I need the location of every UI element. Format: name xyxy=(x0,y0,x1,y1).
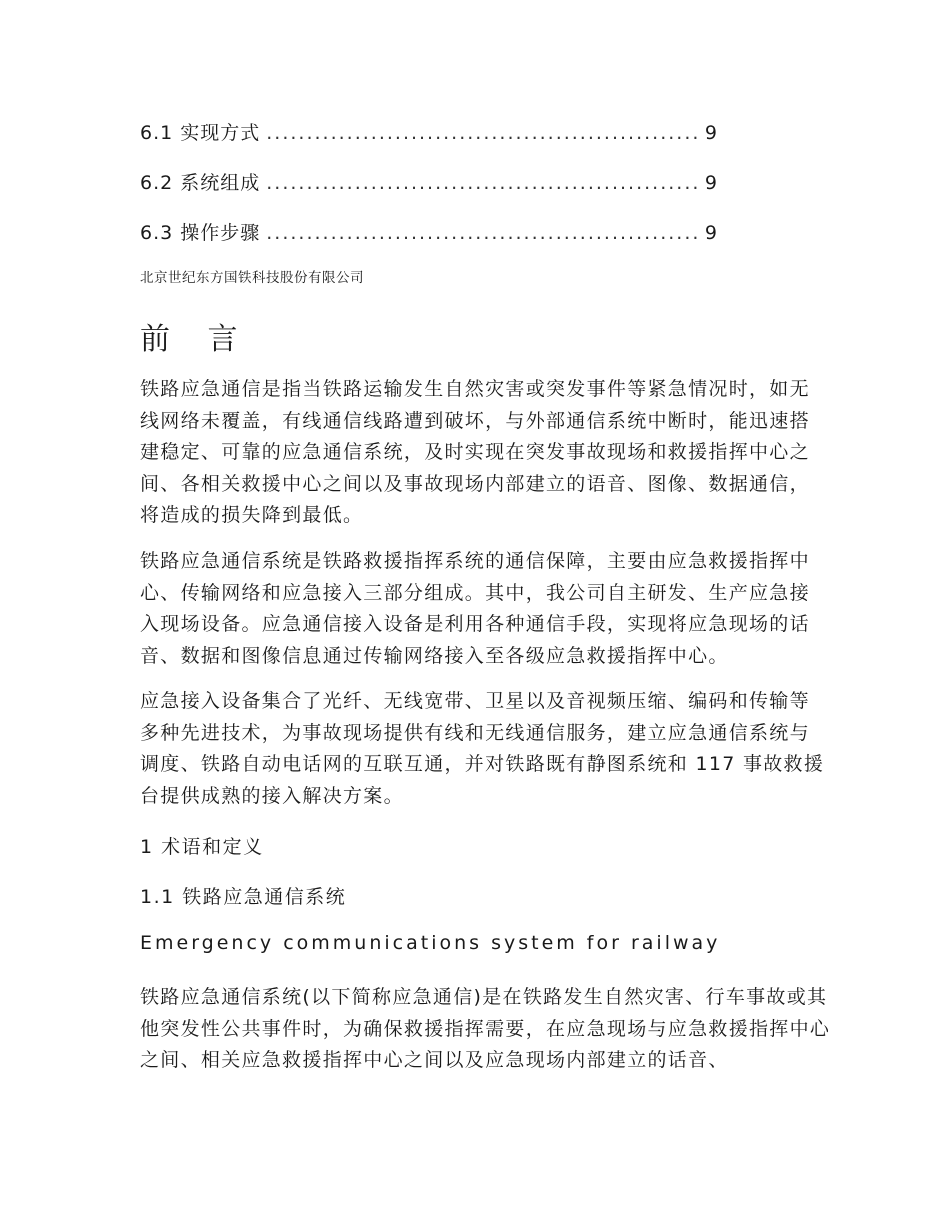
paragraph: 应急接入设备集合了光纤、无线宽带、卫星以及音视频压缩、编码和传输等多种先进技术，为事故现场提供有线和无线通信服务，建立应急通信系统与调度、铁路自动电话网的互联互通，并对铁路既有静图系统和 117 事故救援台提供成熟的接入解决方案。 xyxy=(140,690,825,807)
toc-leader-dots xyxy=(266,122,699,144)
page-heading: 前 言 xyxy=(140,322,252,357)
toc-entry-page: 9 xyxy=(704,222,718,244)
subsection-heading: 1.1 铁路应急通信系统 xyxy=(140,886,347,908)
toc-entry-label: 6.1 实现方式 xyxy=(140,122,261,144)
toc-entry[interactable] xyxy=(140,218,718,248)
toc-entry-label: 6.2 系统组成 xyxy=(140,172,261,194)
english-term: Emergency communications system for railway xyxy=(140,932,721,954)
toc-entry-page: 9 xyxy=(704,172,718,194)
paragraph: 铁路应急通信系统是铁路救援指挥系统的通信保障，主要由应急救援指挥中心、传输网络和应急接入三部分组成。其中，我公司自主研发、生产应急接入现场设备。应急通信接入设备是利用各种通信手段，实现将应急现场的话音、数据和图像信息通过传输网络接入至各级应急救援指挥中心。 xyxy=(140,550,810,667)
toc-entry-label: 6.3 操作步骤 xyxy=(140,222,261,244)
toc-leader-dots xyxy=(266,172,699,194)
toc-leader-dots xyxy=(266,222,699,244)
paragraph: 铁路应急通信是指当铁路运输发生自然灾害或突发事件等紧急情况时，如无线网络未覆盖，有线通信线路遭到破坏，与外部通信系统中断时，能迅速搭建稳定、可靠的应急通信系统，及时实现在突发事故现场和救援指挥中心之间、各相关救援中心之间以及事故现场内部建立的语音、图像、数据通信，将造成的损失降到最低。 xyxy=(140,378,810,526)
toc-entry[interactable] xyxy=(140,168,718,198)
definition-paragraph: 铁路应急通信系统(以下简称应急通信)是在铁路发生自然灾害、行车事故或其他突发性公共事件时，为确保救援指挥需要，在应急现场与应急救援指挥中心之间、相关应急救援指挥中心之间以及应急现场内部建立的话音、 xyxy=(140,986,831,1071)
toc-entry-page: 9 xyxy=(704,122,718,144)
toc-entry[interactable] xyxy=(140,118,718,148)
section-heading: 1 术语和定义 xyxy=(140,836,264,858)
company-name: 北京世纪东方国铁科技股份有限公司 xyxy=(140,270,364,286)
